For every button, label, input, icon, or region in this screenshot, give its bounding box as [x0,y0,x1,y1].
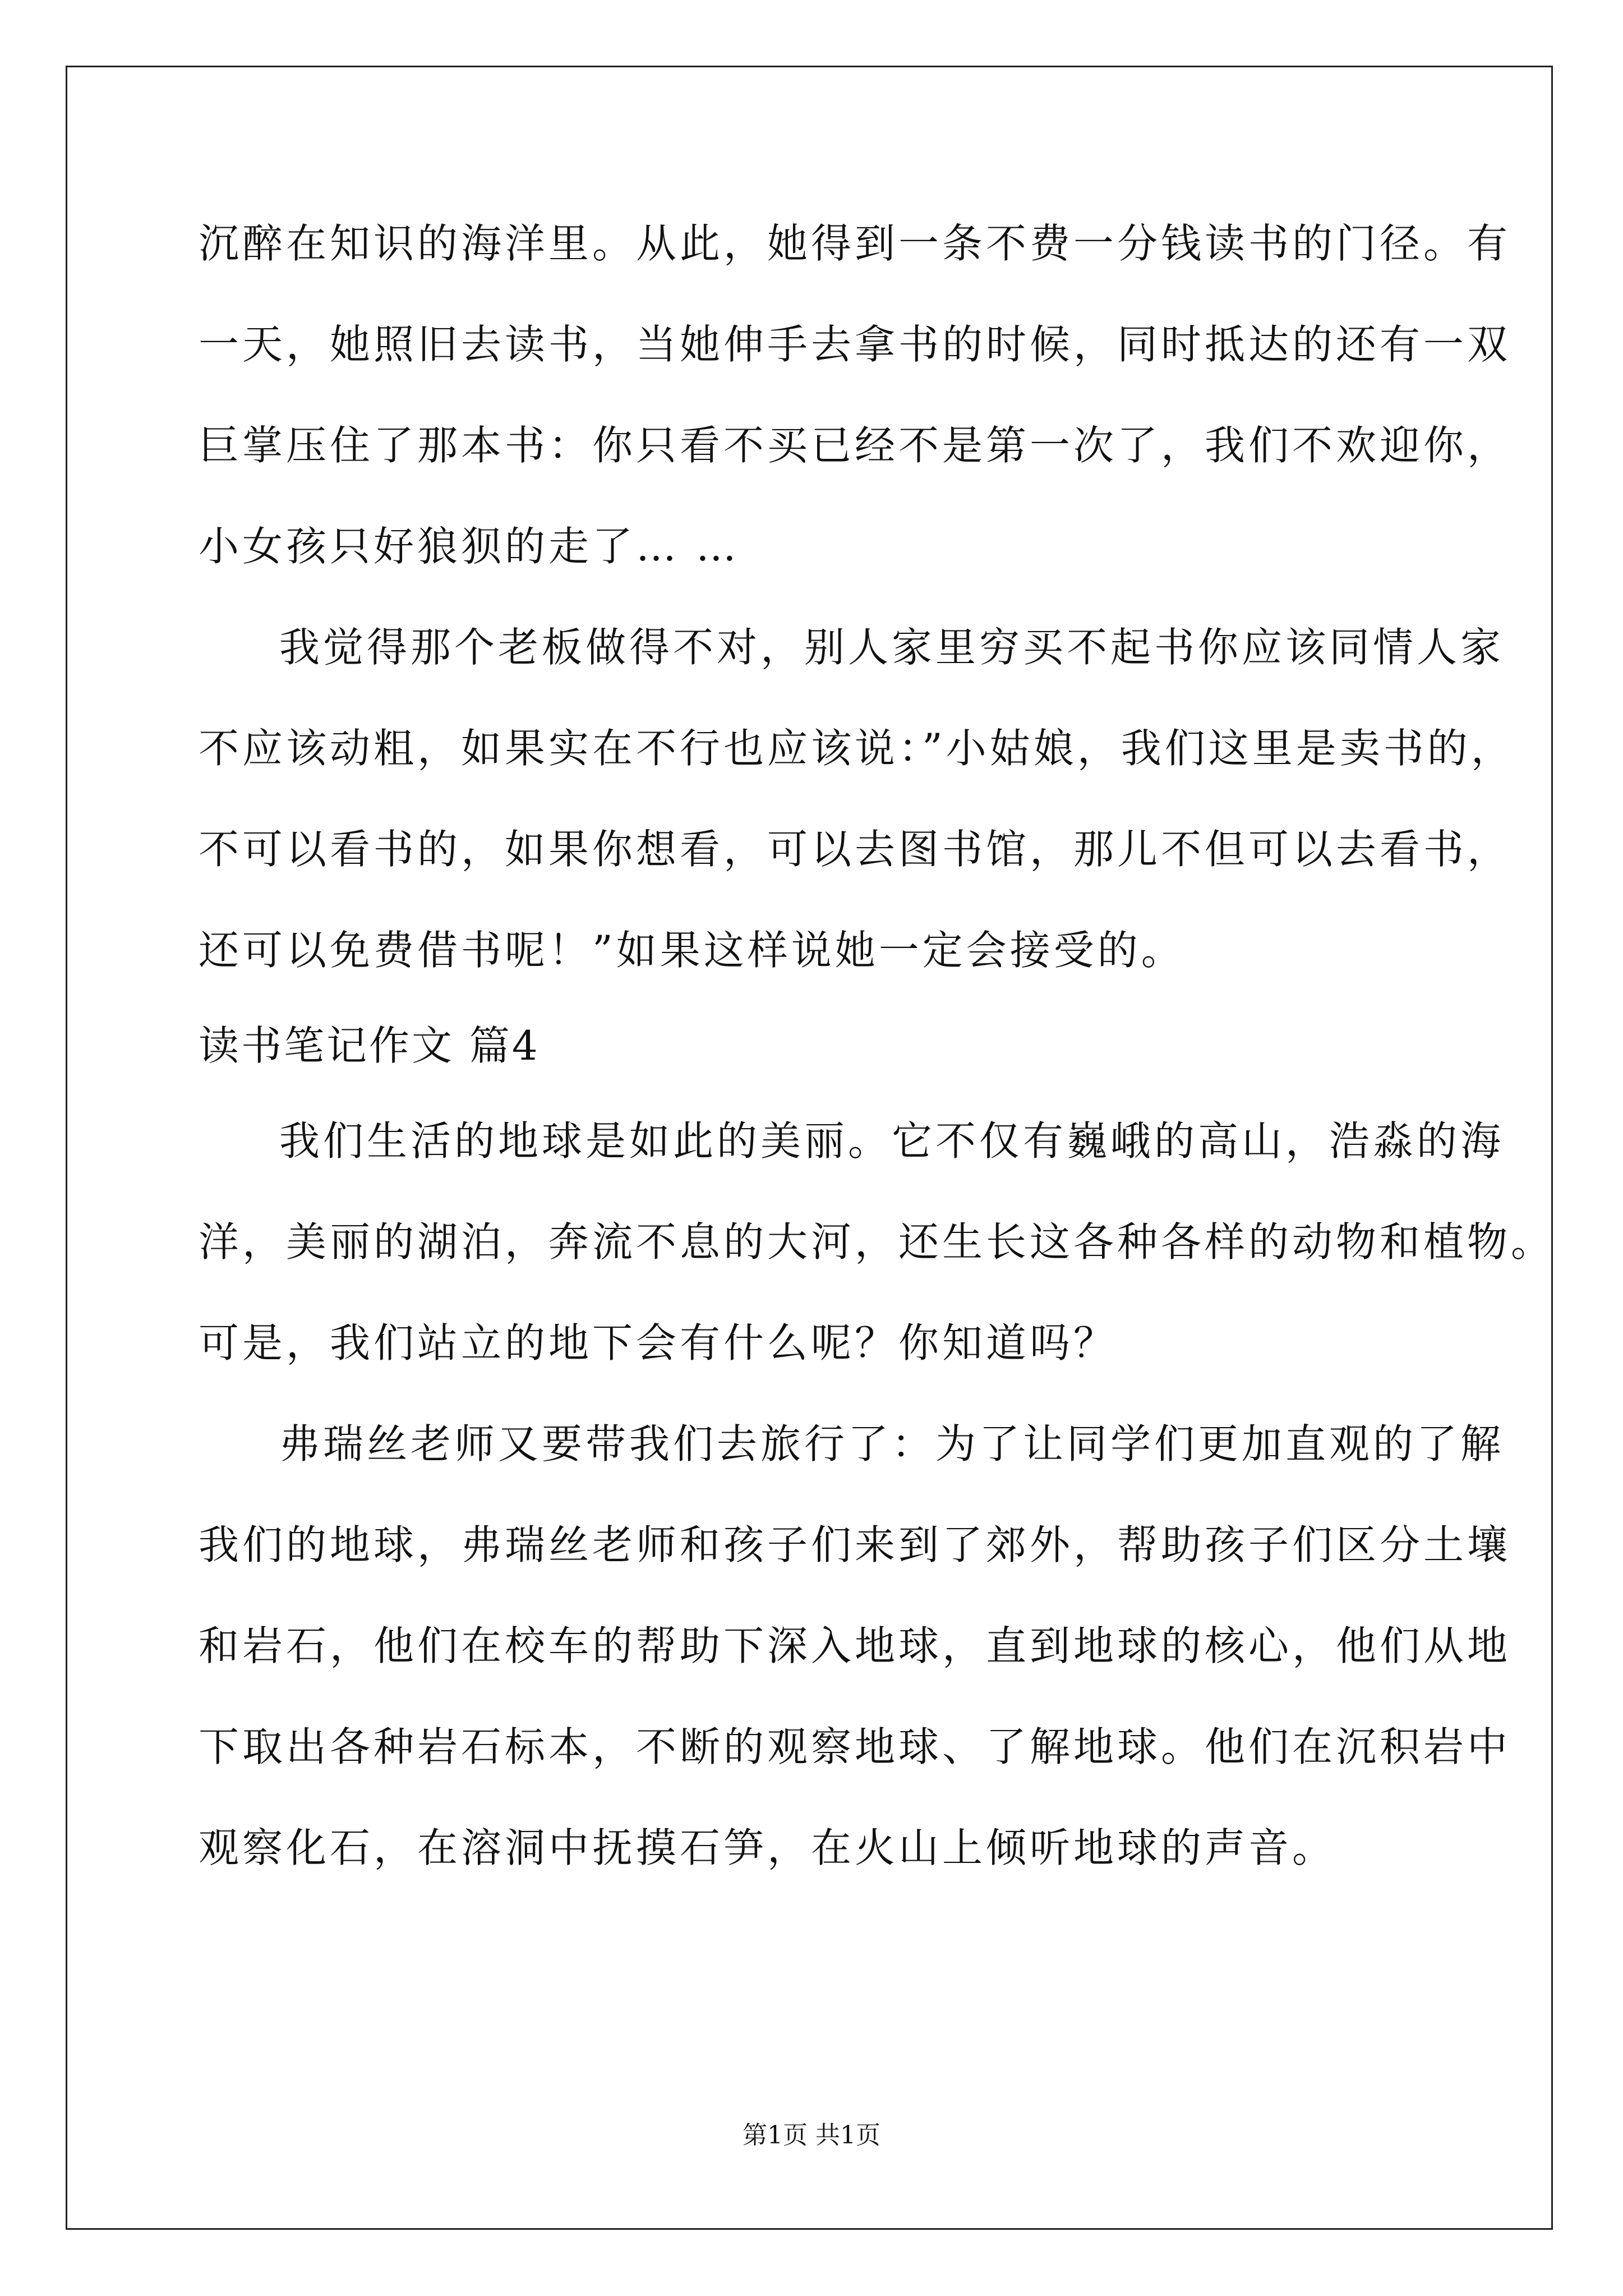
paragraph-line: 还可以免费借书呢！”如果这样说她一定会接受的。 [199,927,1185,974]
paragraph-line: 小女孩只好狼狈的走了… … [199,523,740,570]
page-footer: 第1页 共1页 [743,2121,880,2150]
paragraph-line: 沉醉在知识的海洋里。从此，她得到一条不费一分钱读书的门径。有 [199,220,1511,267]
paragraph-line: 巨掌压住了那本书：你只看不买已经不是第一次了，我们不欢迎你， [199,422,1511,469]
paragraph-line: 洋，美丽的湖泊，奔流不息的大河，还生长这各种各样的动物和植物。 [199,1218,1555,1266]
paragraph-line: 不可以看书的，如果你想看，可以去图书馆，那儿不但可以去看书， [199,826,1511,873]
paragraph-line: 观察化石，在溶洞中抚摸石笋，在火山上倾听地球的声音。 [199,1824,1336,1871]
paragraph-line: 一天，她照旧去读书，当她伸手去拿书的时候，同时抵达的还有一双 [199,321,1511,368]
paragraph-line: 弗瑞丝老师又要带我们去旅行了：为了让同学们更加直观的了解 [279,1420,1505,1467]
paragraph-line: 不应该动粗，如果实在不行也应该说：”小姑娘，我们这里是卖书的， [199,725,1515,772]
section-heading: 读书笔记作文 篇4 [199,1022,540,1069]
paragraph-line: 可是，我们站立的地下会有什么呢？你知道吗？ [199,1319,1118,1366]
paragraph-line: 我觉得那个老板做得不对，别人家里穷买不起书你应该同情人家 [279,624,1505,671]
paragraph-line: 下取出各种岩石标本，不断的观察地球、了解地球。他们在沉积岩中 [199,1723,1511,1770]
paragraph-line: 我们的地球，弗瑞丝老师和孩子们来到了郊外，帮助孩子们区分土壤 [199,1521,1511,1568]
paragraph-line: 和岩石，他们在校车的帮助下深入地球，直到地球的核心，他们从地 [199,1622,1511,1669]
paragraph-line: 我们生活的地球是如此的美丽。它不仅有巍峨的高山，浩淼的海 [279,1117,1505,1165]
